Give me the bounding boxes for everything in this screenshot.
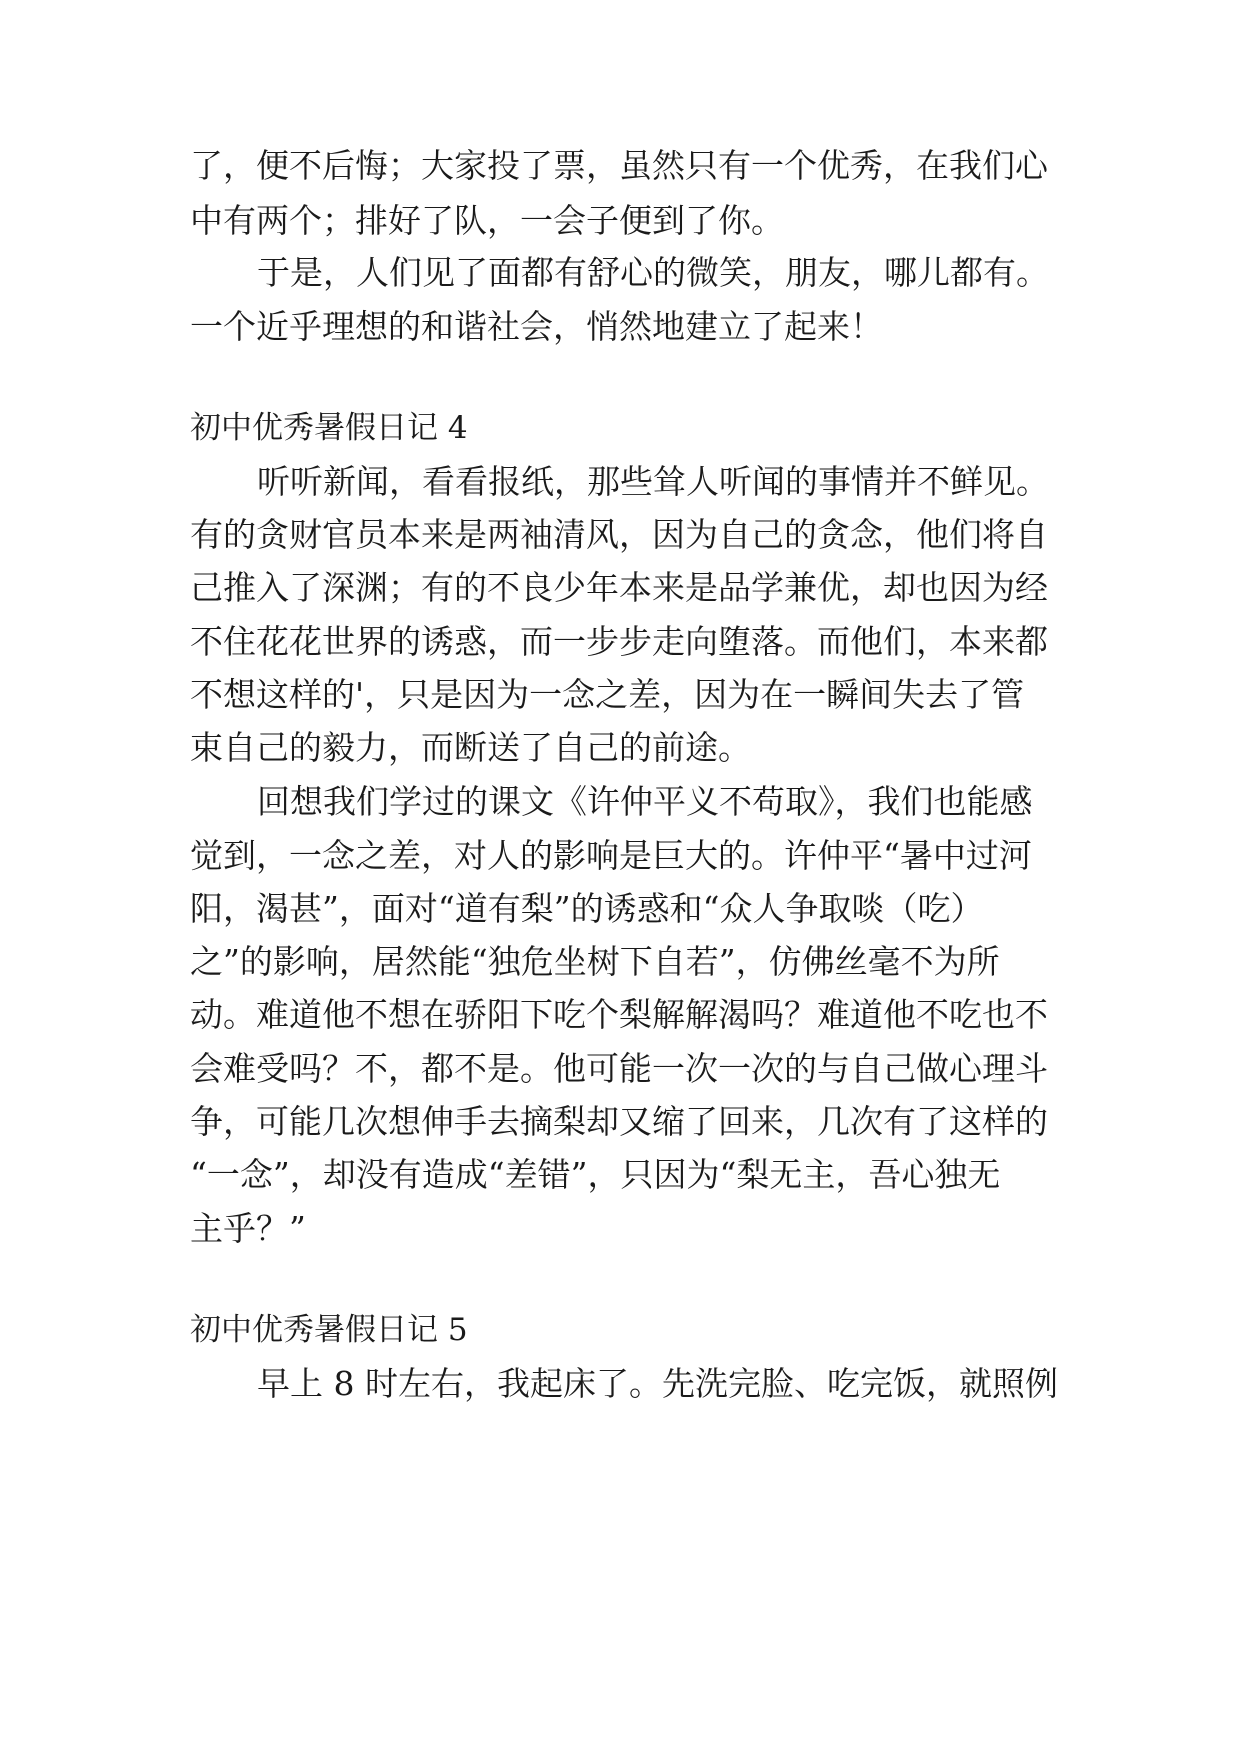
text-line: 不住花花世界的诱惑，而一步步走向堕落。而他们，本来都 <box>190 622 1048 661</box>
section-title: 初中优秀暑假日记 4 <box>190 410 468 446</box>
text-line: 觉到，一念之差，对人的影响是巨大的。许仲平“暑中过河 <box>190 836 1032 875</box>
text-line: 动。难道他不想在骄阳下吃个梨解解渴吗？难道他不吃也不 <box>190 995 1048 1034</box>
text-line: 中有两个；排好了队，一会子便到了你。 <box>190 201 784 240</box>
text-line: 之”的影响，居然能“独危坐树下自若”，仿佛丝毫不为所 <box>190 942 1000 981</box>
text-line: 有的贪财官员本来是两袖清风，因为自己的贪念，他们将自 <box>190 515 1048 554</box>
text-line: 阳，渴甚”，面对“道有梨”的诱惑和“众人争取啖（吃） <box>190 889 984 928</box>
text-line: 争，可能几次想伸手去摘梨却又缩了回来，几次有了这样的 <box>190 1102 1048 1141</box>
text-line: 主乎？” <box>190 1209 306 1248</box>
text-line: 会难受吗？不，都不是。他可能一次一次的与自己做心理斗 <box>190 1049 1048 1088</box>
text-line: 于是，人们见了面都有舒心的微笑，朋友，哪儿都有。 <box>257 253 1049 292</box>
text-line: 己推入了深渊；有的不良少年本来是品学兼优，却也因为经 <box>190 568 1048 607</box>
text-line: 了，便不后悔；大家投了票，虽然只有一个优秀，在我们心 <box>190 146 1048 185</box>
text-line: 听听新闻，看看报纸，那些耸人听闻的事情并不鲜见。 <box>257 462 1049 501</box>
section-title: 初中优秀暑假日记 5 <box>190 1312 468 1348</box>
text-line: 早上 8 时左右，我起床了。先洗完脸、吃完饭，就照例 <box>257 1364 1058 1403</box>
text-line: 束自己的毅力，而断送了自己的前途。 <box>190 728 751 767</box>
text-line: 一个近乎理想的和谐社会，悄然地建立了起来！ <box>190 307 883 346</box>
text-line: 不想这样的'，只是因为一念之差，因为在一瞬间失去了管 <box>190 675 1025 714</box>
text-line: 回想我们学过的课文《许仲平义不苟取》，我们也能感 <box>257 782 1033 821</box>
text-line: “一念”，却没有造成“差错”，只因为“梨无主，吾心独无 <box>190 1155 1001 1194</box>
